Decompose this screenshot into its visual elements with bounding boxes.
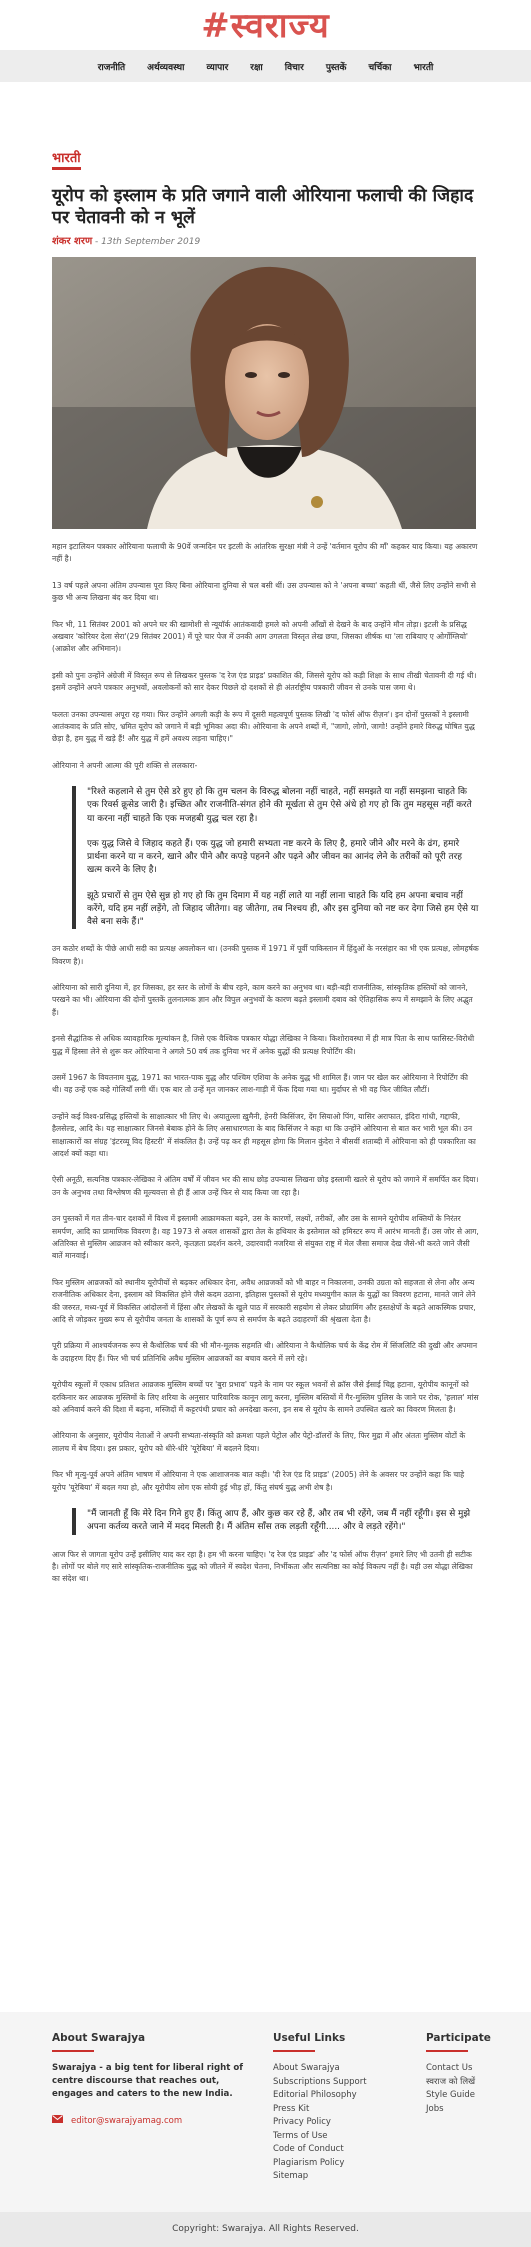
footer-link[interactable]: Jobs [426,2103,444,2114]
footer-about-heading: About Swarajya [52,2032,146,2044]
footer-link[interactable]: Style Guide [426,2090,476,2100]
publish-date: 13th September 2019 [101,237,201,247]
article-paragraph: फिर भी, 11 सितंबर 2001 को अपने घर की खामोशी से न्यूयॉर्क आतंकवादी हमले को अपनी आँखों से देखने के बाद उन्होंने मौन तोड़ा। इटली के प्रसिद्ध अखबार 'कोरियर देला सेरा'(29 सितंबर 2001) में पूरे चार पेज में उनकी आग उगलता विस्तृत लेख छपा, जिसका शीर्षक था 'ला राबियाए ए ओर्गोग्लियो' (आक्रोश और अभिमान)। [52,619,469,654]
article-paragraph: ओरियाना को सारी दुनिया में, हर जिसका, हर स्तर के लोगों के बीच रहने, काम करने का अनुभव था। बड़ी-बड़ी राजनीतिक, सांस्कृतिक हस्तियों को जानने, परखने का भी। ओरियाना की दोनों पुस्तकें तुलनात्मक ज्ञान और विपुल अनुभवों के कारण बढ़ते इस्लामी दबाव को ऐतिहासिक रूप में समझाने के लिए अद्भुत हैं। [52,982,473,1017]
article-paragraph: महान इटालियन पत्रकार ओरियाना फलाची के 90वें जन्मदिन पर इटली के आंतरिक सुरक्षा मंत्री ने उन्हें 'वर्तमान यूरोप की माँ' कहकर याद किया। यह अकारण नहीं है। [52,542,478,564]
article-paragraph: उन पुस्तकों में गत तीन-चार दशकों में विश्व में इस्लामी आक्रामकता बढ़ने, उस के कारणों, लक्ष्यों, तरीकों, और उस के सामने यूरोपीय शक्तियों के निरंतर समर्पण, आदि का प्रामाणिक विवरण है। वह 1973 से अवल शासकों द्वारा तेल के हथियार के इस्तेमाल को हमिस्टर रूप में आरंभ मानती हैं। उस जोर से आग, अतिरिक्त से मुस्लिम आव्रजन को स्वीकार करने, कृतज्ञता प्रदर्शन करने, उदारवादी नजरिया से संयुक्त राष्ट्र में मेल जैसा समाज देख जैसे-भी करते जाने जैसी बातें मानवाई। [52,1214,479,1261]
author-name[interactable]: शंकर शरण [52,236,93,247]
footer-email-row[interactable] [52,2115,252,2126]
article-paragraph: इनसे सैद्धांतिक से अधिक व्यावहारिक मूल्यांकन है, जिसे एक वैश्विक पत्रकार योद्धा लेखिका ने किया। किशोरावस्था में ही मात्र पिता के साथ फासिस्ट-विरोधी युद्ध में हिस्सा लेने से शुरू कर ओरियाना ने अगले 50 वर्ष तक दुनिया भर में अनेक युद्धों की प्रत्यक्ष रिपोर्टिंग की। [52,1034,475,1056]
footer-link[interactable]: Privacy Policy [273,2117,331,2127]
footer-link[interactable]: Sitemap [273,2171,309,2181]
byline [52,233,479,247]
footer-link[interactable]: Plagiarism Policy [273,2157,345,2168]
envelope-icon [52,2115,63,2126]
footer-email-link[interactable]: editor@swarajyamag.com [71,2115,183,2126]
article-paragraph: ओरियाना ने अपनी आत्मा की पूरी शक्ति से ललकारा- [52,760,198,770]
site-header [0,0,531,50]
article-paragraph: इसी को पुनः उन्होंने अंग्रेजी में विस्तृत रूप से लिखकर पुस्तक 'द रेज एंड प्राइड' प्रकाशित की, जिससे यूरोप को कड़ी शिक्षा के साथ तीखी चेतावनी दी गई थी। इसमें उन्होंने अपने पत्रकार अनुभवों, अवलोकनों को सार देकर पिछले दो दशकों से ही अंतर्राष्ट्रीय पत्रकारी जीवन से उनके पास जमा थे। [52,670,477,693]
blockquote [72,1508,479,1534]
article-paragraph: 13 वर्ष पहले अपना अंतिम उपन्यास पूरा किए बिना ओरियाना दुनिया से चल बसी थीं। उस उपन्यास को ने 'अपना बच्चा' कहती थीं, जैसे लिए उन्होंने सभी से कुछ भी अन्य लिखना बंद कर दिया था। [52,580,476,603]
heading-underline [426,2050,468,2052]
logo-hash: # [201,6,231,46]
article-paragraph: ओरियाना के अनुसार, यूरोपीय नेताओं ने अपनी सभ्यता-संस्कृति को क्रमशः पहले पेट्रोल और पेट्रो-डॉलरों के लिए, फिर मुद्रा में और अंततः मुस्लिम वोटों के लालच में बेच दिया। इस प्रकार, यूरोप को धीरे-धीरे 'यूरेबिया' में बदलने दिया। [52,1431,466,1453]
nav-item[interactable]: चर्चिका [368,62,392,73]
quote-paragraph: झूठे प्रचारों से तुम ऐसे सुन्न हो गए हो कि तुम दिमाग में यह नहीं लाते या नहीं लाना चाहते कि यदि हम अपना बचाव नहीं करेंगे, यदि हम नहीं लड़ेंगे, तो जिहाद जीतेगा। वह जीतेगा, तब निश्चय ही, और इस दुनिया को नष्ट कर देगा जिसे हम ऐसे या वैसे बना सके हैं।" [87,890,479,927]
footer-participate [426,2032,526,2116]
article-paragraph: फिर भी मृत्यु-पूर्व अपने अंतिम भाषण में ओरियाना ने एक आशाजनक बात कही। 'दी रेज एंड दि प्राइड' (2005) लेने के अवसर पर उन्होंने कहा कि चाहे यूरोप 'यूरेबिया' में बदल गया हो, और यूरोपीय लोग एक सोयी हुई भीड़ हों, किंतु संघर्ष युद्ध अभी शेष है। [52,1470,465,1492]
footer-link[interactable]: Contact Us [426,2063,473,2073]
nav-item[interactable]: भारती [413,62,434,73]
heading-underline [273,2050,315,2052]
nav-item[interactable]: रक्षा [250,62,263,73]
site-footer [0,2012,531,2247]
article-paragraph: उसमें 1967 के वियतनाम युद्ध, 1971 का भारत-पाक युद्ध और पश्चिम एशिया के अनेक युद्ध भी शामिल हैं। जान पर खेल कर ओरियाना ने रिपोर्टिंग की थी। वह उन्हें एक कहे गोलियाँ लगी थीं। एक बार तो उन्हें मृत जानकर लाश-गाड़ी में फेंक दिया गया था। मुर्दाघर से भी वह फिर जीवित लौटीं। [52,1072,469,1095]
logo-text: स्वराज्य [230,6,330,46]
article-paragraph: फिर मुस्लिम आव्रजकों को स्थानीय यूरोपीयों से बढ़कर अधिकार देना, अवैध आव्रजकों को भी बाहर न निकालना, उनकी उग्रता को सहजता से लेना और अन्य राजनीतिक अधिकार देना, इस्लाम को विकसित होने जैसे कदम उठाना, इतिहास पुस्तकों से यूरोप मध्ययुगीन काल के युद्धों का विवरण हटाना, मानते जाने लेने की जरुरत, मध्य-पूर्व में विकसित आंदोलनों में हिंसा और लेखकों के खुले पाठ में सरकारी सहयोग से लेकर प्रोग्रामिंग और हस्तक्षेपों के बढ़ते आकस्मिक प्रचार, आदि से जोड़कर मुख्य रूप से यूरोपीय जनता के शासकों के पूर्ण रूप से समर्पण के बढ़ते उदाहरणों की श्रृंखला देता है। [52,1277,476,1325]
article-paragraph: उन कठोर शब्दों के पीछे आधी सदी का प्रत्यक्ष अवलोकन था। (उनकी पुस्तक में 1971 में पूर्वी पाकिस्तान में हिंदुओं के नरसंहार का भी एक प्रत्यक्ष, लोमहर्षक विवरण है)। [52,944,479,966]
footer-link[interactable]: About Swarajya [273,2063,340,2073]
nav-item[interactable]: विचार [284,62,304,73]
blockquote [72,786,479,929]
footer-link[interactable]: Press Kit [273,2103,310,2114]
article-paragraph: ऐसी अनूठी, सत्यनिष्ठ पत्रकार-लेखिका ने अंतिम वर्षों में जीवन भर की साध छोड़ उपन्यास लिखना छोड़ इस्लामी खतरे से यूरोप को जगाने में समर्पित कर दिया। उन के अनुभव तथा विश्लेषण की मूल्यवत्ता से ही हैं आज उन्हें फिर से याद किया जा रहा है। [52,1175,479,1197]
article-category[interactable]: भारती [52,148,81,170]
article-paragraph: यूरोपीय स्कूलों में एकाध प्रतिशत आव्रजक मुस्लिम बच्चों पर 'बुरा प्रभाव' पड़ने के नाम पर स्कूल भवनों से क्रॉस जैसे ईसाई चिह्न हटाना, यूरोपीय कानूनों को दरकिनार कर आव्रजक मुस्लिमों के लिए शरिया के अनुसार पारिवारिक कानून लागू करना, मुस्लिम बस्तियों में गैर-मुस्लिम पुलिस के जाने पर रोक, 'हलाल' मांस को अनिवार्य करने की दिशा में बढ़ना, मस्जिदों में कट्टरपंथी प्रचार को अनदेखा करना, इन सब से यूरोप के सामने उपस्थित खतरे का विवरण मिलता है। [52,1380,479,1415]
site-logo[interactable] [201,6,330,46]
footer-link[interactable]: Terms of Use [273,2130,328,2141]
quote-paragraph: "मैं जानती हूँ कि मेरे दिन गिने हुए हैं। किंतु आप हैं, और कुछ कर रहे हैं, और तब भी रहेंगे, जब मैं नहीं रहूँगी। इस से मुझे अपना कर्तव्य करते जाने में मदद मिलती है। मैं अंतिम साँस तक लड़ती रहूँगी..... और वे लड़ते रहेंगे।" [87,1509,471,1533]
hero-image [52,257,476,529]
nav-item[interactable]: पुस्तकें [325,62,347,73]
nav-item[interactable]: व्यापार [206,62,229,73]
article-title: यूरोप को इस्लाम के प्रति जगाने वाली ओरियाना फलाची की जिहाद पर चेतावनी को न भूलें [52,186,474,228]
byline-separator: - [95,237,102,247]
copyright-bar: Copyright: Swarajya. All Rights Reserved. [0,2212,531,2247]
footer-about-text: Swarajya - a big tent for liberal right of centre discourse that reaches out, engages and caters to the new India. [52,2063,243,2099]
main-nav [0,50,531,82]
footer-link[interactable]: Subscriptions Support [273,2076,367,2087]
article-closing: आज फिर से जागता यूरोप उन्हें इसीलिए याद कर रहा है। हम भी करना चाहिए। 'द रेज एंड प्राइड' और 'द फोर्स ऑफ रीज़न' हमारे लिए भी उतनी ही सटीक है। लोगों पर बोले गए सारे सांस्कृतिक-राजनीतिक युद्ध को जीतने में स्वदेश चेतना, निर्भीकता और सत्यनिष्ठा का कोई विकल्प नहीं है। यही उस योद्धा लेखिका का संदेश था। [52,1549,473,1584]
footer-link[interactable]: स्वराज को लिखें [426,2076,476,2087]
footer-link[interactable]: Editorial Philosophy [273,2090,357,2100]
quote-paragraph: "रिश्ते कहलाने से तुम ऐसे डरे हुए हो कि तुम चलन के विरुद्ध बोलना नहीं चाहते, नहीं समझते या नहीं समझना चाहते कि एक रिवर्स क्रूसेड जारी है। इच्छित और राजनीति-संगत होने की मूर्खता से तुम ऐसे अंधे हो गए हो कि तुम महसूस नहीं करते या करना नहीं चाहते कि एक मजहबी युद्ध चल रहा है। [87,787,472,824]
footer-link[interactable]: Code of Conduct [273,2144,344,2154]
heading-underline [52,2050,94,2052]
footer-participate-heading: Participate [426,2032,491,2044]
article-paragraph: उन्होंने कई विश्व-प्रसिद्ध हस्तियों के साक्षात्कार भी लिए थे। अयातुल्ला ख़ुमैनी, हेनरी किसिंजर, देंग सियाओ पिंग, यासिर अराफात, इंदिरा गांधी, गद्दाफी, हैलसेल्ड, आदि के। यह साक्षात्कार जिनसे बेबाक होने के लिए असाधारणता के बाद किसिंजर ने कहा था कि उन्होंने ओरियाना से बात कर भारी भूल की। उन साक्षात्कारों का संग्रह 'इंटरव्यू विद हिस्टरी' में संकलित है। उन्हें पढ़ कर ही महसूस होगा कि मिलान कुंदेरा ने बीसवीं शताब्दी में ओरियाना को ही पत्रकारिता का आदर्श क्यों कहा था। [52,1111,476,1158]
nav-item[interactable]: अर्थव्यवस्था [147,62,185,73]
article [0,82,531,1586]
footer-useful-heading: Useful Links [273,2032,346,2044]
quote-paragraph: एक युद्ध जिसे वे जिहाद कहते हैं। एक युद्ध जो हमारी सभ्यता नष्ट करने के लिए है, हमारे जीने और मरने के ढंग, हमारे प्रार्थना करने या न करने, खाने और पीने और कपड़े पहनने और पढ़ने और जीवन का आनंद लेने के तरीकों को पूरी तरह खत्म करने के लिए है। [87,838,462,876]
article-paragraph: फलतः उनका उपन्यास अपूरा रह गया। फिर उन्होंने अगली कड़ी के रूप में दूसरी महत्वपूर्ण पुस्तक लिखी 'द फोर्स ऑफ रीज़न'। इन दोनों पुस्तकों ने इस्लामी आतंकवाद के प्रति सोए, भ्रमित यूरोप को जगाने में बड़ी भूमिका अदा की। ओरियाना के अपने शब्दों में, "जागो, लोगो, जागो! उन्होंने हमारे विरुद्ध घोषित युद्ध छेड़ा है, हम युद्ध में खड़े हैं! और युद्ध में हमें अवश्य लड़ना चाहिए।" [52,709,475,744]
footer-about [52,2032,252,2126]
article-paragraph: पूरी प्रक्रिया में आश्चर्यजनक रूप से कैथोलिक चर्च की भी मौन-मूलक सहमति थी। ओरियाना ने कैथोलिक चर्च के केंद्र रोम में सिंजलिटि की दुखी और अपमान के उदाहरण दिए हैं। फिर भी चर्च प्रतिनिधि अवैध मुस्लिम आव्रजकों का बचाव करने में लगे रहे। [52,1341,478,1363]
footer-useful-links [273,2032,393,2184]
nav-item[interactable]: राजनीति [97,62,126,73]
